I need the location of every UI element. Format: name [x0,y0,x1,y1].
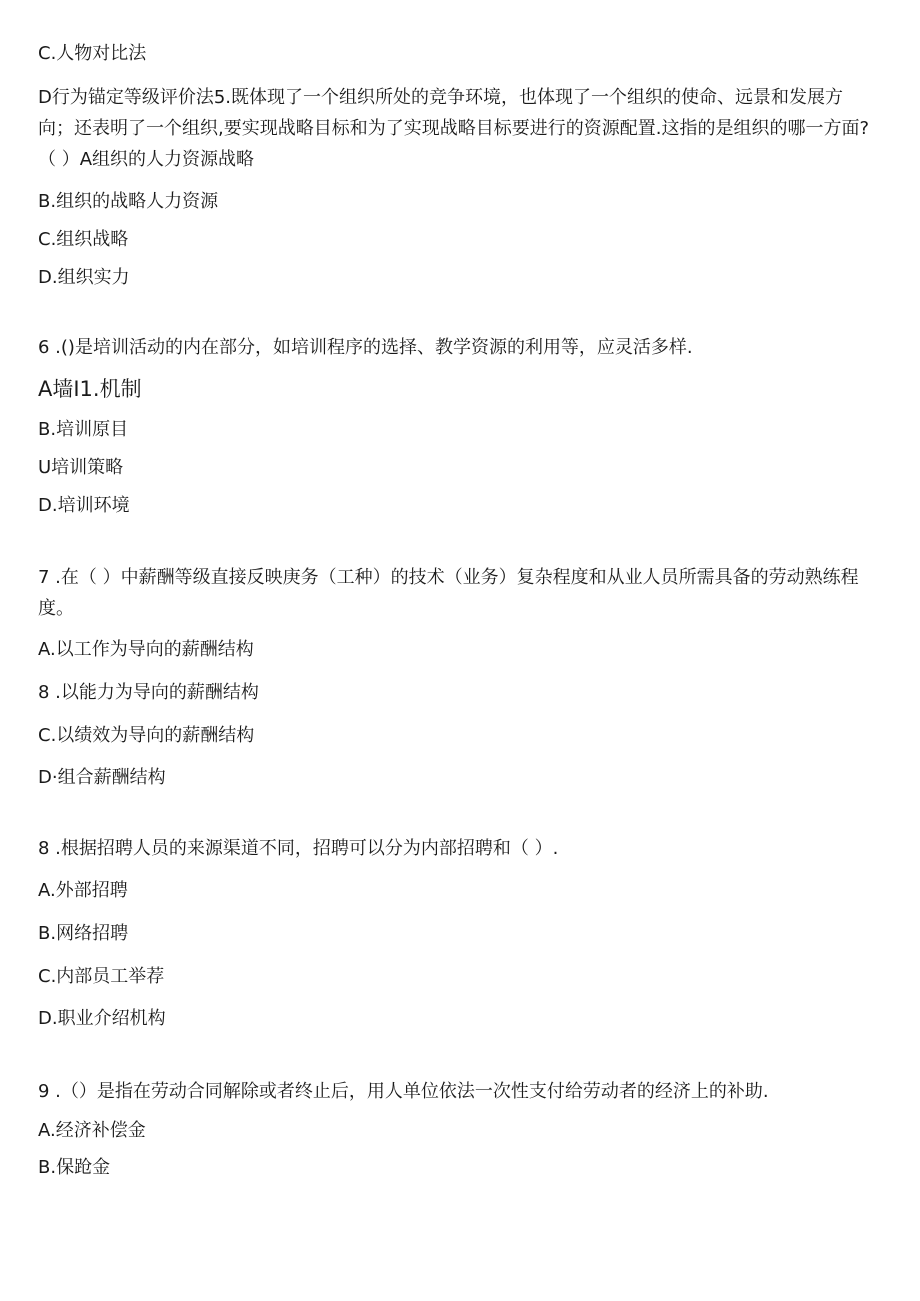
q7-option-b: 8 .以能力为导向的薪酬结构 [38,682,259,703]
q8-option-d: D.职业介绍机构 [38,1008,166,1029]
q8-option-c: C.内部员工举荐 [38,966,165,987]
q4-option-d-q5-stem: D行为锚定等级评价法5.既体现了一个组织所处的竞争环境，也体现了一个组织的使命、远景和发展方向；还表明了一个组织,要实现战略目标和为了实现战略目标要进行的资源配置.这指的是组织的哪一方面?（ ）A组织的人力资源战略 [38,87,869,170]
q9-option-a: A.经济补偿金 [38,1120,146,1141]
q5-option-d: D.组织实力 [38,267,130,288]
q8-option-a: A.外部招聘 [38,880,128,901]
q9-option-b: B.保跄金 [38,1157,111,1178]
q6-option-d: D.培训环境 [38,495,130,516]
q9-stem: 9 .（）是指在劳动合同解除或者终止后，用人单位依法一次性支付给劳动者的经济上的补助. [38,1081,769,1102]
q5-option-c: C.组织战略 [38,229,129,250]
q6-option-a: A墙I1.机制 [38,377,142,401]
q6-stem: 6 .()是培训活动的内在部分，如培训程序的选择、教学资源的利用等，应灵活多样. [38,337,693,358]
q7-option-d: D·组合薪酬结构 [38,767,166,788]
q7-option-a: A.以工作为导向的薪酬结构 [38,639,254,660]
q4-option-c: C.人物对比法 [38,43,147,64]
q8-option-b: B.网络招聘 [38,923,129,944]
q7-stem: 7 .在（ ）中薪酬等级直接反映庚务（工种）的技术（业务）复杂程度和从业人员所需具备的劳动熟练程度。 [38,567,859,619]
q5-option-b: B.组织的战略人力资源 [38,191,219,212]
q7-option-c: C.以绩效为导向的薪酬结构 [38,725,255,746]
q8-stem: 8 .根据招聘人员的来源渠道不同，招聘可以分为内部招聘和（ ）. [38,838,559,859]
q6-option-c: U培训策略 [38,457,124,478]
q6-option-b: B.培训原目 [38,419,129,440]
